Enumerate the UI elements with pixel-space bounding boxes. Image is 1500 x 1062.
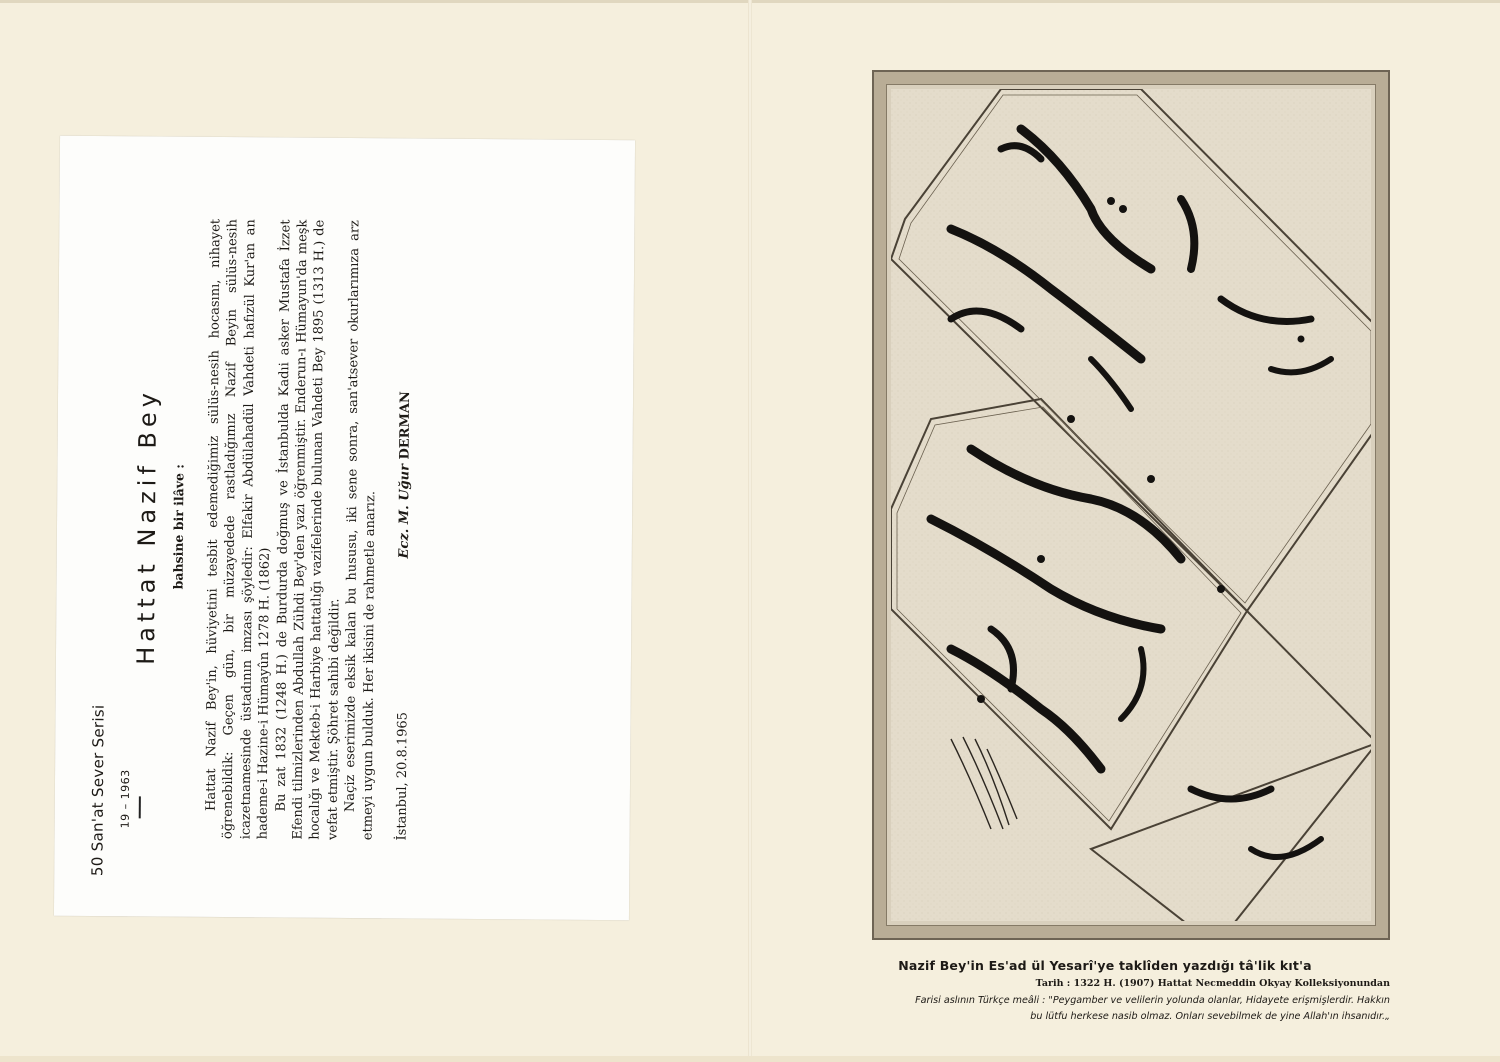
inserted-note-card bbox=[54, 136, 635, 920]
place-date: İstanbul, 20.8.1965 bbox=[394, 711, 411, 841]
rotated-note-content bbox=[82, 176, 607, 880]
author-surname: DERMAN bbox=[397, 391, 414, 460]
note-paragraph: Bu zat 1832 (1248 H.) de Burdurda doğmuş ve İstanbulda Kadıi asker Mustafa İzzet Efendi tilmizlerinden Abdullah Zühdi Bey'den yazı öğrenmiştir. Enderun-ı Hümayun'da meşk hocalığı ve Mekteb-i Harbiye hattatlığı vazifelerinde bulunan Vahdeti Bey 1895 (1313 H.) de vefat etmiştir. Şöhret sahibi değildir. bbox=[273, 219, 343, 840]
page-edge-bottom bbox=[0, 1056, 1500, 1062]
translation-line-2: bu lütfu herkese nasib olmaz. Onları sevebilmek de yine Allah'ın ihsanıdır.„ bbox=[1030, 1011, 1390, 1022]
author-signature bbox=[397, 391, 413, 558]
author-prefix: Ecz. M. Uğur bbox=[396, 463, 413, 559]
series-header bbox=[82, 176, 133, 877]
note-paragraph: Hattat Nazif Bey'in, hüviyetini tesbit edemediğimiz sülüs-nesih hocasını, nihayet öğrenebildik: Geçen gün, bir müzayedede rastladığımız Nazif Beyin sülüs-nesih icazetnamesinde üstadının imzası şöyledir: Elfakir Abdülahadül Vahdeti hafızül Kur'an an hademe-i Hazine-i Hümayûn 1278 H. (1862) bbox=[203, 218, 274, 840]
plate-caption bbox=[820, 958, 1390, 1022]
note-subtitle: bahsine bir ilâve : bbox=[170, 463, 187, 590]
series-range: 19 – 1963 bbox=[118, 769, 133, 829]
translation-line-1: Farisi aslının Türkçe meâli : "Peygamber ve velilerin yolunda olanlar, Hidayete erişmişlerdir. Hakkın bbox=[915, 995, 1390, 1006]
note-signature bbox=[394, 178, 414, 878]
calligraphy-plate-frame bbox=[872, 70, 1390, 940]
calligraphy-plate bbox=[891, 89, 1371, 921]
note-body bbox=[203, 219, 382, 840]
caption-title: Nazif Bey'in Es'ad ül Yesarî'ye taklîden yazdığı tâ'lik kıt'a bbox=[898, 958, 1312, 973]
note-title: Hattat Nazif Bey bbox=[131, 387, 163, 665]
caption-translation bbox=[820, 993, 1390, 1025]
caption-date: Tarih : 1322 H. (1907) Hattat Necmeddin Okyay Kolleksiyonundan bbox=[1035, 978, 1390, 989]
plate-mat bbox=[886, 84, 1376, 926]
calligraphy-illustration bbox=[891, 89, 1371, 921]
book-fold bbox=[748, 0, 752, 1062]
note-paragraph: Naçiz eserimizde eksik kalan bu hususu, iki sene sonra, san'atsever okurlarımıza arz etmeyi uygun bulduk. Her ikisini de rahmetle anarız. bbox=[343, 220, 378, 841]
series-title: 50 San'at Sever Serisi bbox=[88, 704, 108, 877]
